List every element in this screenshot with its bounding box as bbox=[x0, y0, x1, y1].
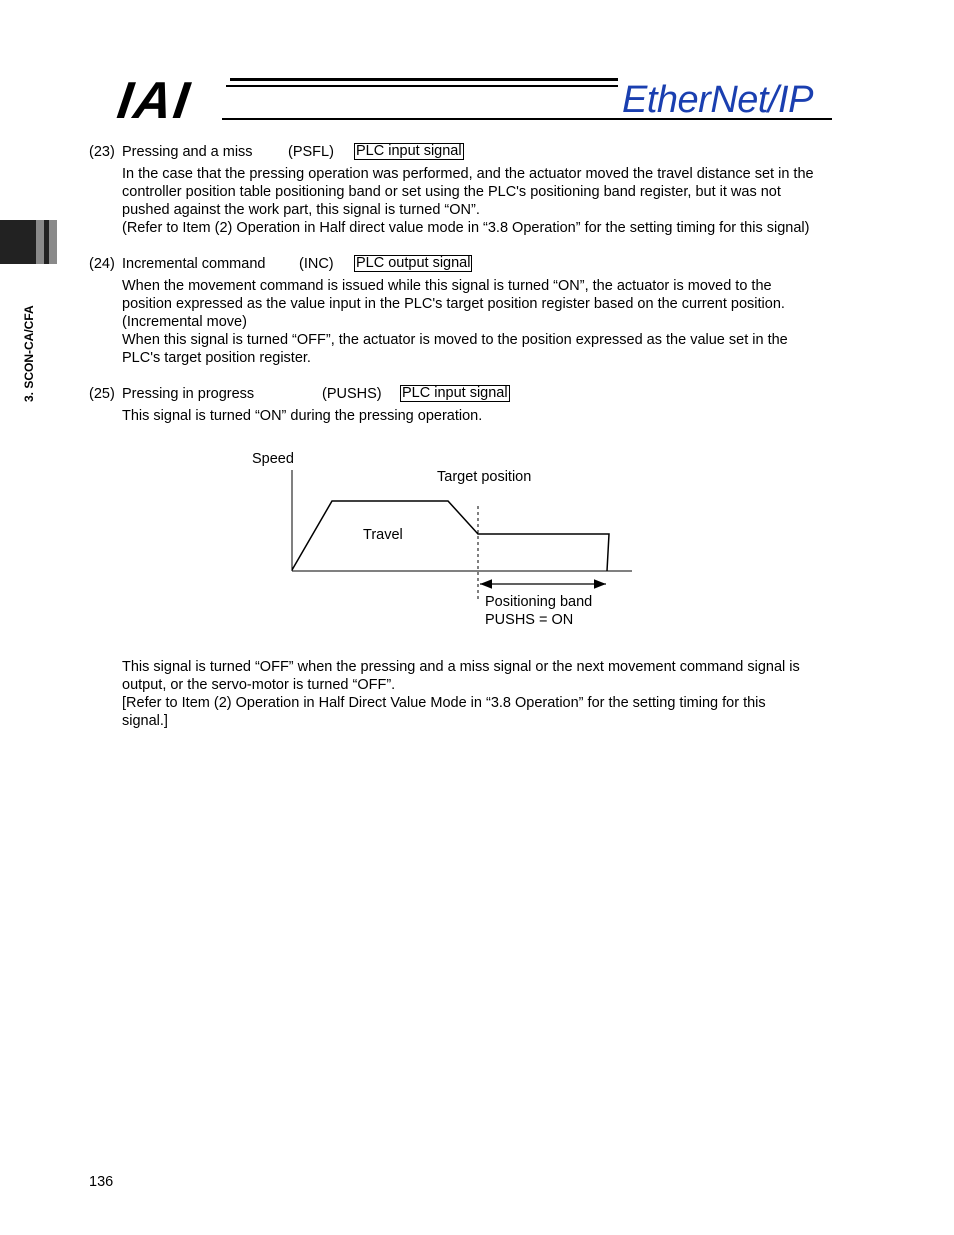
text-line: position expressed as the value input in the PLC's target position register based on the current position. bbox=[122, 296, 785, 312]
text-line: [Refer to Item (2) Operation in Half Direct Value Mode in “3.8 Operation” for the setting timing for this bbox=[122, 695, 766, 711]
text-line: output, or the servo-motor is turned “OFF”. bbox=[122, 677, 396, 693]
item-name: Incremental command bbox=[122, 256, 266, 272]
item-abbr: (PUSHS) bbox=[322, 386, 382, 402]
speed-label: Speed bbox=[252, 451, 294, 467]
text-line: This signal is turned “OFF” when the pressing and a miss signal or the next movement command signal is bbox=[122, 659, 800, 675]
signal-badge: PLC input signal bbox=[356, 143, 462, 159]
text-line: When this signal is turned “OFF”, the actuator is moved to the position expressed as the value set in the bbox=[122, 332, 788, 348]
signal-badge: PLC input signal bbox=[402, 385, 508, 401]
logo-text: IAI bbox=[113, 72, 195, 130]
text-line: (Refer to Item (2) Operation in Half direct value mode in “3.8 Operation” for the setting timing for this signal) bbox=[122, 220, 810, 236]
pushs-label: PUSHS = ON bbox=[485, 612, 574, 628]
item-number: (23) bbox=[89, 144, 115, 160]
page-number: 136 bbox=[89, 1174, 114, 1190]
item-number: (24) bbox=[89, 256, 115, 272]
travel-label: Travel bbox=[363, 527, 403, 543]
speed-profile bbox=[292, 501, 609, 571]
signal-badge: PLC output signal bbox=[356, 255, 471, 271]
target-position-label: Target position bbox=[437, 469, 532, 485]
brand-text: EtherNet/IP bbox=[622, 79, 813, 121]
text-line: controller position table positioning band or set using the PLC's positioning band register, but it was not bbox=[122, 184, 781, 200]
item-number: (25) bbox=[89, 386, 115, 402]
text-line: This signal is turned “ON” during the pressing operation. bbox=[122, 408, 483, 424]
item-name: Pressing and a miss bbox=[122, 144, 253, 160]
positioning-band-label: Positioning band bbox=[485, 594, 593, 610]
text-line: (Incremental move) bbox=[122, 314, 247, 330]
text-line: pushed against the work part, this signal is turned “ON”. bbox=[122, 202, 480, 218]
text-line: PLC's target position register. bbox=[122, 350, 311, 366]
side-tab-label: 3. SCON-CA/CFA bbox=[22, 305, 36, 402]
item-abbr: (INC) bbox=[299, 256, 334, 272]
after-paragraph bbox=[122, 658, 800, 730]
text-line: In the case that the pressing operation was performed, and the actuator moved the travel distance set in the bbox=[122, 166, 814, 182]
item-name: Pressing in progress bbox=[122, 386, 255, 402]
item-abbr: (PSFL) bbox=[288, 144, 334, 160]
text-line: signal.] bbox=[122, 713, 168, 729]
text-line: When the movement command is issued while this signal is turned “ON”, the actuator is moved to the bbox=[122, 278, 772, 294]
